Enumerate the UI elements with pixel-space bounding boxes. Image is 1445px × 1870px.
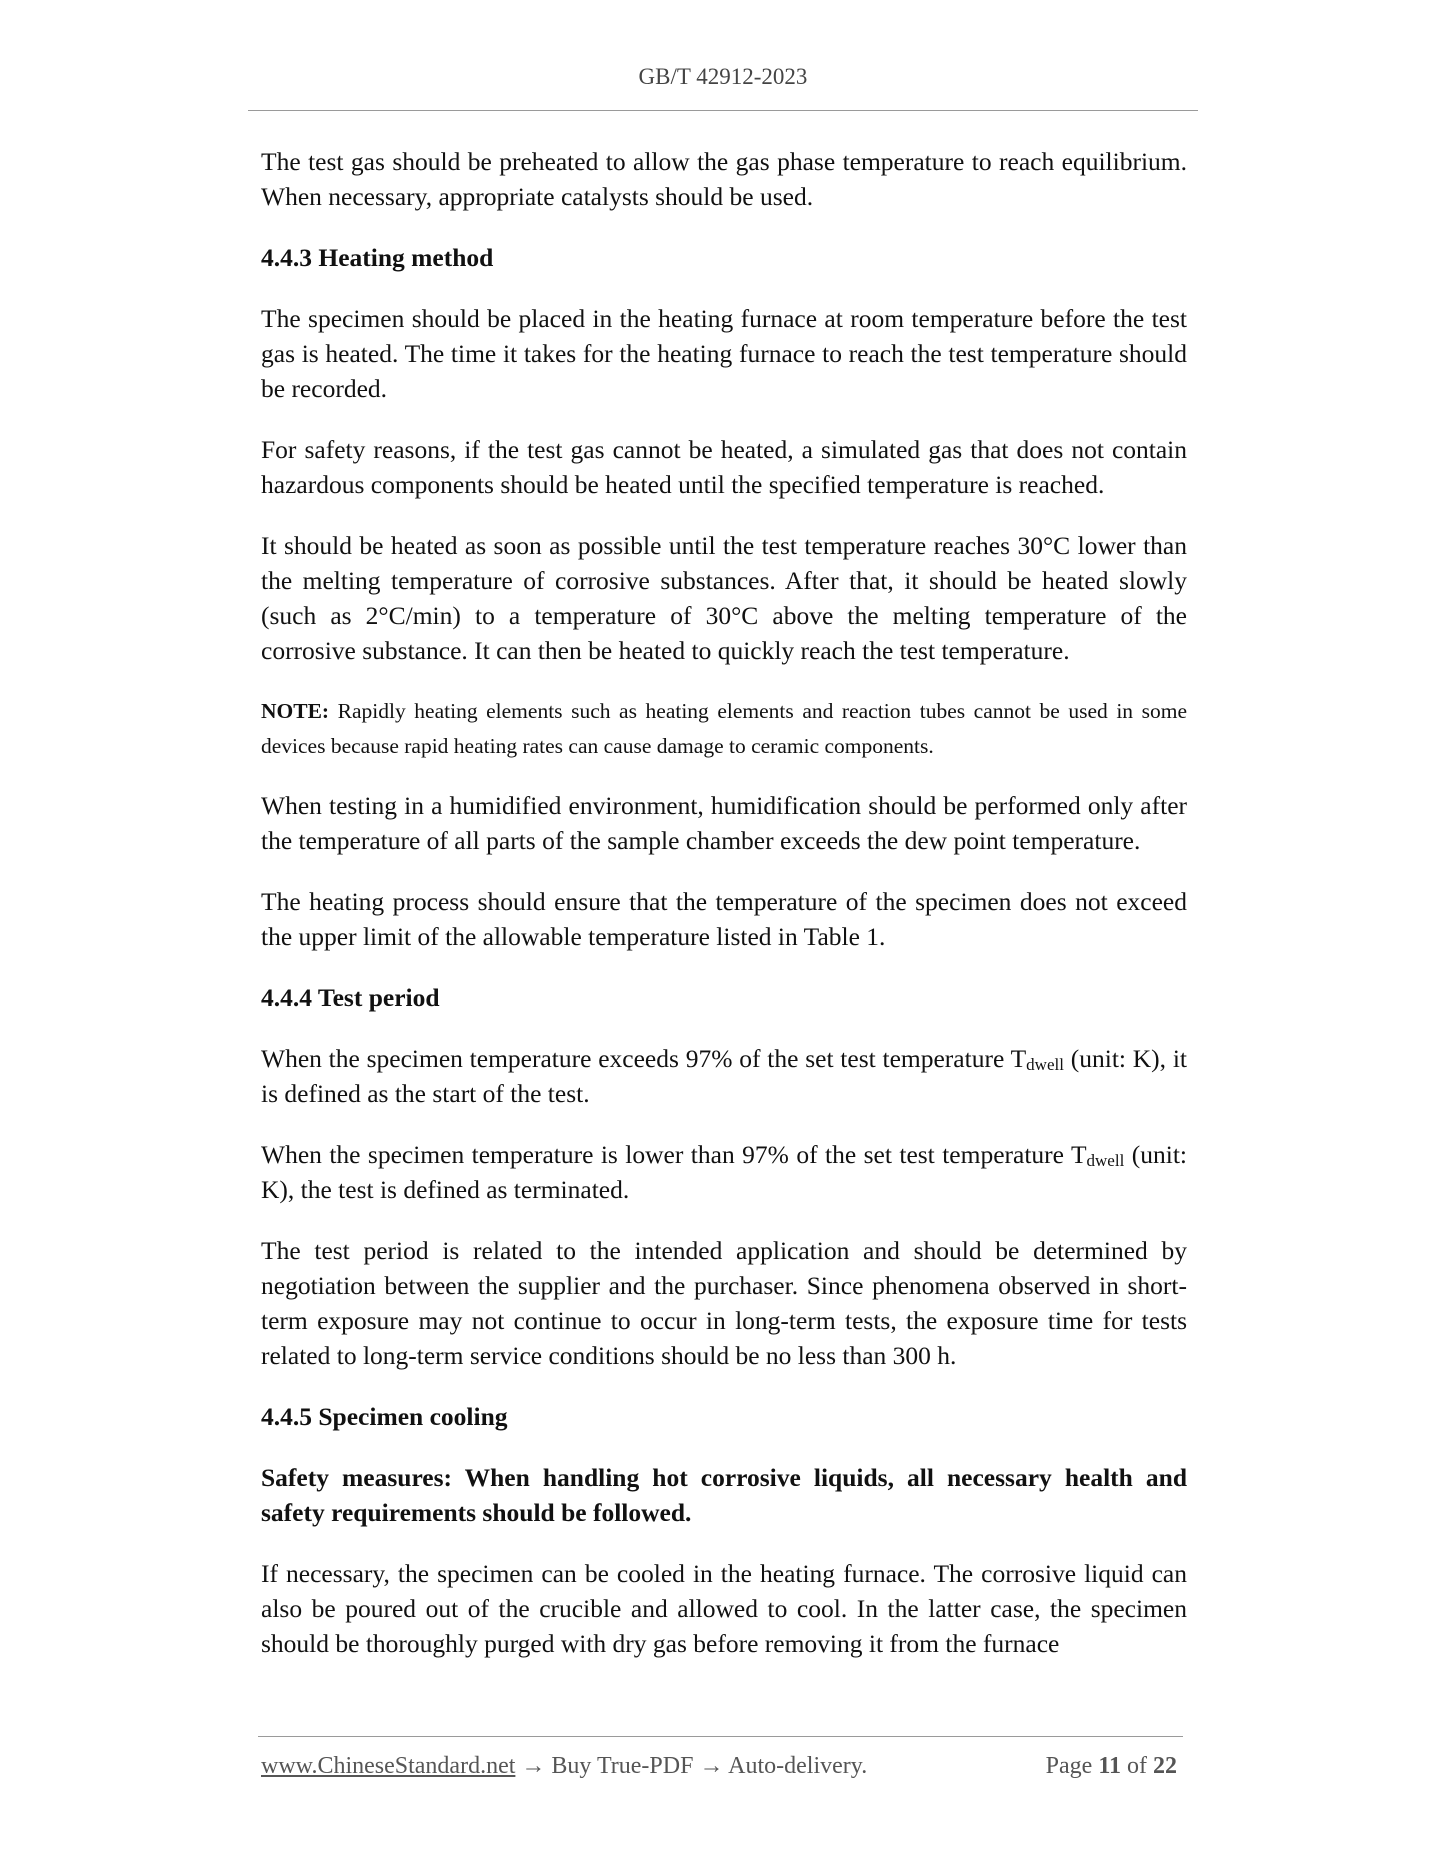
test-end-text-end: (unit: K), the test is defined as terminated. [261, 1140, 1187, 1204]
footer-divider [258, 1736, 1183, 1737]
dwell-subscript: dwell [1086, 1151, 1125, 1170]
paragraph-humidified: When testing in a humidified environment, humidification should be performed only after the temperature of all parts of the sample chamber exceeds the dew point temperature. [261, 791, 1187, 855]
document-header: GB/T 42912-2023 [638, 64, 808, 89]
auto-delivery-text: Auto-delivery. [728, 1753, 868, 1779]
paragraph-safety-measures: Safety measures: When handling hot corrosive liquids, all necessary health and safety requirements should be followed. [261, 1463, 1187, 1527]
test-start-text-end: (unit: K), it is defined as the start of the test. [261, 1044, 1188, 1108]
paragraph-heating-limit: The heating process should ensure that the temperature of the specimen does not exceed the upper limit of the allowable temperature listed in Table 1. [261, 887, 1187, 951]
paragraph-preheat: The test gas should be preheated to allow the gas phase temperature to reach equilibrium. When necessary, appropriate catalysts should be used. [261, 147, 1187, 211]
website-link[interactable]: www.ChineseStandard.net [261, 1753, 516, 1779]
paragraph-test-start [261, 1041, 1187, 1111]
header-divider [248, 110, 1198, 111]
note-text: Rapidly heating elements such as heating elements and reaction tubes cannot be used in some devices because rapid heating rates can cause damage to ceramic components. [261, 699, 1187, 758]
total-pages: 22 [1153, 1753, 1177, 1779]
document-body [261, 144, 1187, 1687]
test-start-text: When the specimen temperature exceeds 97% of the set test temperature T [261, 1044, 1027, 1073]
heading-4-4-4: 4.4.4 Test period [261, 983, 440, 1012]
note-label: NOTE: [261, 699, 330, 723]
paragraph-test-end [261, 1137, 1187, 1207]
page-label: Page [1045, 1753, 1093, 1779]
paragraph-placement: The specimen should be placed in the heating furnace at room temperature before the test gas is heated. The time it takes for the heating furnace to reach the test temperature should be recorded. [261, 304, 1187, 403]
page-number [1046, 1753, 1177, 1780]
paragraph-safety-reasons: For safety reasons, if the test gas cannot be heated, a simulated gas that does not contain hazardous components should be heated until the specified temperature is reached. [261, 435, 1187, 499]
paragraph-test-period: The test period is related to the intended application and should be determined by negotiation between the supplier and the purchaser. Since phenomena observed in short-term exposure may not continue to occur in long-term tests, the exposure time for tests related to long-term service conditions should be no less than 300 h. [261, 1236, 1187, 1370]
heading-4-4-3: 4.4.3 Heating method [261, 243, 494, 272]
footer-promo [261, 1753, 867, 1780]
paragraph-cooling: If necessary, the specimen can be cooled in the heating furnace. The corrosive liquid can also be poured out of the crucible and allowed to cool. In the latter case, the specimen should be thoroughly purged with dry gas before removing it from the furnace [261, 1559, 1187, 1658]
arrow-right-icon: → [521, 1753, 546, 1779]
dwell-subscript: dwell [1026, 1055, 1064, 1074]
page-footer [261, 1753, 1177, 1787]
heading-4-4-5: 4.4.5 Specimen cooling [261, 1402, 508, 1431]
buy-pdf-text: Buy True-PDF [551, 1753, 694, 1779]
note-paragraph [261, 694, 1187, 764]
paragraph-heating-rate: It should be heated as soon as possible until the test temperature reaches 30°C lower than the melting temperature of corrosive substances. After that, it should be heated slowly (such as 2°C/min) to a temperature of 30°C above the melting temperature of the corrosive substance. It can then be heated to quickly reach the test temperature. [261, 531, 1187, 665]
test-end-text: When the specimen temperature is lower than 97% of the set test temperature T [261, 1140, 1087, 1169]
current-page: 11 [1098, 1753, 1121, 1779]
arrow-right-icon: → [699, 1753, 724, 1779]
of-label: of [1127, 1753, 1147, 1779]
